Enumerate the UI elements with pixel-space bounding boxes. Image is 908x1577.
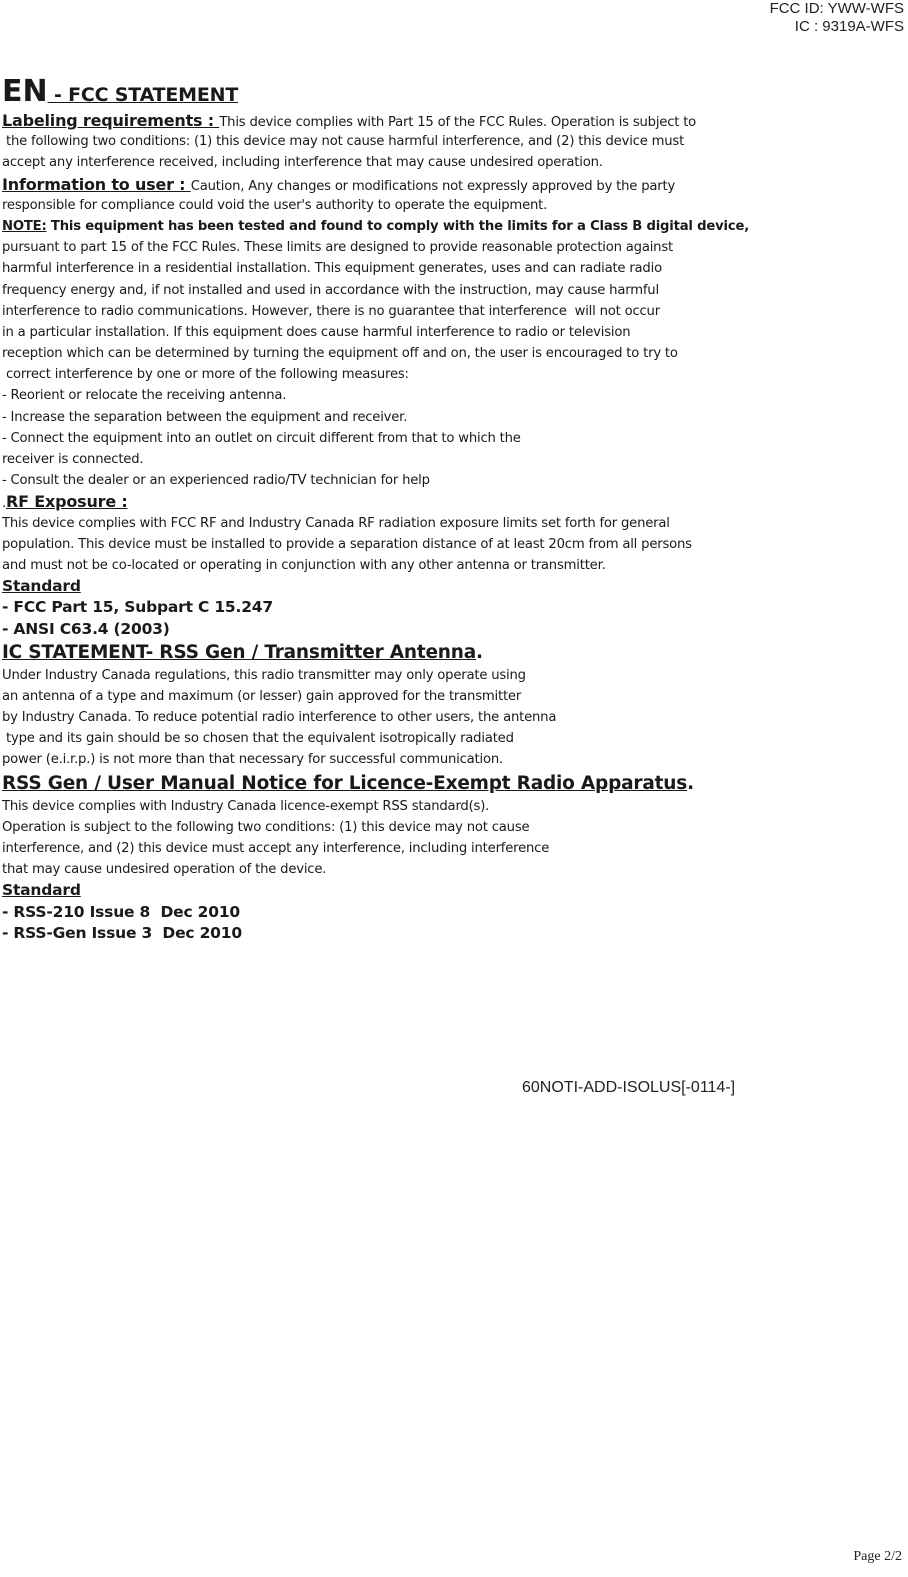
labeling-text-3: accept any interference received, including interference that may cause undesired operation. — [2, 155, 603, 171]
rss-heading-end: . — [687, 772, 694, 794]
note-line: - Reorient or relocate the receiving antenna. — [2, 388, 287, 404]
note-line: reception which can be determined by turning the equipment off and on, the user is encouraged to try to — [2, 346, 678, 362]
ic-line: power (e.i.r.p.) is not more than that necessary for successful communication. — [2, 752, 503, 768]
note-line-1 — [2, 216, 762, 237]
standard-item: - ANSI C63.4 (2003) — [2, 619, 170, 638]
page-title — [2, 74, 762, 110]
note-line: harmful interference in a residential installation. This equipment generates, uses and can radiate radio — [2, 261, 662, 277]
rf-line: This device complies with FCC RF and Industry Canada RF radiation exposure limits set forth for general — [2, 515, 670, 531]
rss-line: that may cause undesired operation of the device. — [2, 862, 327, 878]
standard-item: - RSS-Gen Issue 3 Dec 2010 — [2, 923, 242, 942]
labeling-line-1 — [2, 110, 762, 131]
ic-line: type and its gain should be so chosen that the equivalent isotropically radiated — [2, 731, 514, 747]
rss-heading-text: RSS Gen / User Manual Notice for Licence-Exempt Radio Apparatus — [2, 772, 688, 794]
title-lang: EN — [2, 74, 48, 109]
header-ids — [770, 0, 904, 36]
rf-line: and must not be co-located or operating in conjunction with any other antenna or transmitter. — [2, 557, 606, 573]
note-line: - Increase the separation between the equipment and receiver. — [2, 409, 408, 425]
note-line: frequency energy and, if not installed and used in accordance with the instruction, may cause harmful — [2, 282, 659, 298]
rss-line: interference, and (2) this device must accept any interference, including interference — [2, 841, 550, 856]
info-heading: Information to user : — [2, 174, 191, 194]
note-line: correct interference by one or more of the following measures: — [2, 367, 409, 383]
document-body — [2, 74, 762, 944]
note-text-1: This equipment has been tested and found to comply with the limits for a Class B digital device, — [46, 218, 750, 234]
rf-line: population. This device must be installed to provide a separation distance of at least 20cm from all persons — [2, 536, 692, 552]
ic-heading-text: IC STATEMENT- RSS Gen / Transmitter Antenna — [2, 641, 477, 663]
labeling-text-1: This device complies with Part 15 of the FCC Rules. Operation is subject to — [219, 115, 697, 130]
info-line-1 — [2, 174, 762, 195]
note-label: NOTE: — [2, 218, 47, 234]
standard-item: - FCC Part 15, Subpart C 15.247 — [2, 598, 273, 617]
standard-heading: Standard — [2, 577, 81, 596]
rf-prefix: . — [2, 496, 6, 512]
ic-line: by Industry Canada. To reduce potential radio interference to other users, the antenna — [2, 710, 557, 726]
document-code: 60NOTI-ADD-ISOLUS[-0114-] — [522, 1079, 736, 1096]
ic-statement-heading — [2, 640, 762, 665]
note-line: in a particular installation. If this equipment does cause harmful interference to radio or television — [2, 324, 631, 340]
fcc-id: FCC ID: YWW-WFS — [769, 0, 904, 17]
info-text-2: responsible for compliance could void the user's authority to operate the equipment. — [2, 197, 548, 213]
rf-heading: RF Exposure : — [6, 492, 128, 512]
labeling-text-2: the following two conditions: (1) this device may not cause harmful interference, and (2) this device must — [2, 134, 685, 150]
note-line: - Connect the equipment into an outlet on circuit different from that to which the — [2, 430, 521, 446]
title-text: - FCC STATEMENT — [47, 84, 239, 106]
ic-id: IC : 9319A-WFS — [794, 18, 904, 35]
rf-heading-line — [2, 491, 762, 512]
info-text-1: Caution, Any changes or modifications not expressly approved by the party — [190, 178, 676, 194]
page-number: Page 2/2 — [853, 1549, 902, 1564]
standard-item: - RSS-210 Issue 8 Dec 2010 — [2, 902, 241, 921]
labeling-heading: Labeling requirements : — [2, 111, 220, 130]
rss-notice-heading — [2, 771, 762, 796]
rss-line: This device complies with Industry Canada licence-exempt RSS standard(s). — [2, 798, 490, 814]
note-line: - Consult the dealer or an experienced radio/TV technician for help — [2, 473, 430, 489]
note-line: interference to radio communications. However, there is no guarantee that interference will not occur — [2, 303, 660, 319]
rss-line: Operation is subject to the following two conditions: (1) this device may not cause — [2, 819, 530, 835]
ic-line: Under Industry Canada regulations, this radio transmitter may only operate using — [2, 667, 526, 683]
note-line: pursuant to part 15 of the FCC Rules. These limits are designed to provide reasonable protection against — [2, 240, 673, 256]
note-line: receiver is connected. — [2, 452, 144, 467]
ic-line: an antenna of a type and maximum (or lesser) gain approved for the transmitter — [2, 688, 522, 704]
standard-heading: Standard — [2, 881, 81, 900]
ic-heading-end: . — [476, 641, 483, 663]
